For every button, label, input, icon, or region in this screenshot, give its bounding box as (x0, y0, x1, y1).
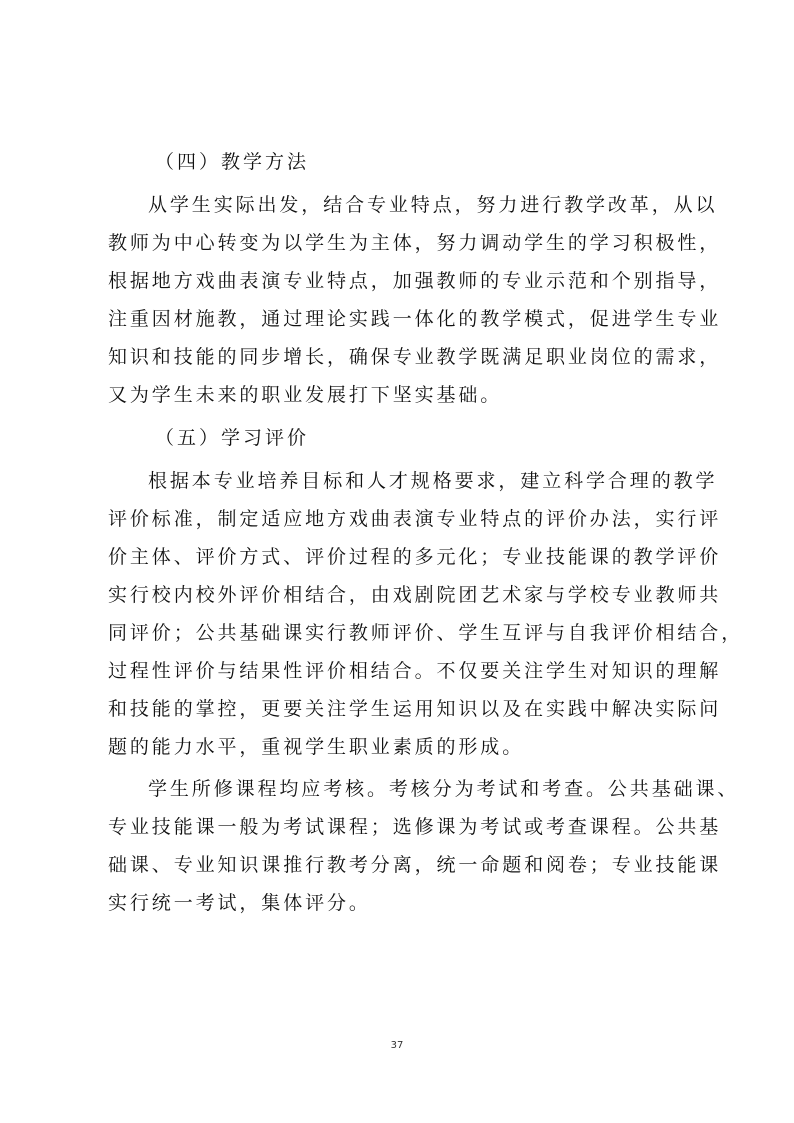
text-line: 学生所修课程均应考核。考核分为考试和考查。公共基础课、 (148, 778, 740, 800)
text-line: 专业技能课一般为考试课程；选修课为考试或考查课程。公共基 (108, 816, 722, 838)
text-line: 础课、专业知识课推行教考分离，统一命题和阅卷；专业技能课 (108, 854, 722, 876)
text-line: 实行校内校外评价相结合，由戏剧院团艺术家与学校专业教师共 (108, 584, 722, 606)
text-line: 从学生实际出发，结合专业特点，努力进行教学改革，从以 (148, 194, 718, 216)
text-line: 根据本专业培养目标和人才规格要求，建立科学合理的教学 (148, 470, 718, 492)
text-line: 又为学生未来的职业发展打下坚实基础。 (108, 384, 503, 406)
section-heading-teaching-methods: （四）教学方法 (155, 151, 310, 173)
paragraph-teaching-methods (108, 186, 722, 414)
text-line: 和技能的掌控，更要关注学生运用知识以及在实践中解决实际问 (108, 698, 722, 720)
text-line: 知识和技能的同步增长，确保专业教学既满足职业岗位的需求， (108, 346, 722, 368)
text-line: 过程性评价与结果性评价相结合。不仅要关注学生对知识的理解 (108, 660, 722, 682)
text-line: 评价标准，制定适应地方戏曲表演专业特点的评价办法，实行评 (108, 508, 722, 530)
text-line: 根据地方戏曲表演专业特点，加强教师的专业示范和个别指导， (108, 270, 722, 292)
document-body (108, 142, 744, 922)
paragraph-course-assessment (108, 770, 740, 922)
text-line: 教师为中心转变为以学生为主体，努力调动学生的学习积极性， (108, 232, 722, 254)
page-number: 37 (390, 1040, 404, 1051)
text-line: 注重因材施教，通过理论实践一体化的教学模式，促进学生专业 (108, 308, 722, 330)
section-heading-learning-evaluation: （五）学习评价 (155, 427, 310, 449)
text-line: 题的能力水平，重视学生职业素质的形成。 (108, 736, 525, 758)
text-line: 实行统一考试，集体评分。 (108, 892, 371, 914)
text-line: 同评价；公共基础课实行教师评价、学生互评与自我评价相结合， (108, 622, 744, 644)
text-line: 价主体、评价方式、评价过程的多元化；专业技能课的教学评价 (108, 546, 722, 568)
paragraph-evaluation-standards (108, 462, 744, 766)
